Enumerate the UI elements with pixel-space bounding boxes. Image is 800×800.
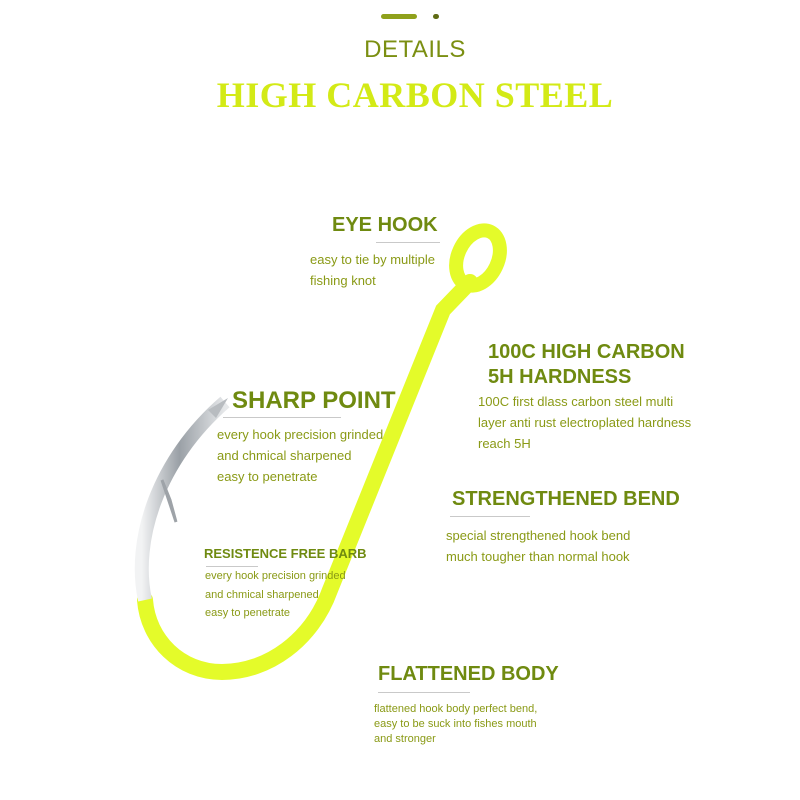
strengthened-bend-divider bbox=[450, 516, 530, 517]
eye-hook-divider bbox=[376, 242, 440, 243]
page-title: HIGH CARBON STEEL bbox=[216, 75, 614, 115]
hook-barb bbox=[162, 480, 176, 522]
sharp-point-description: every hook precision grinded and chmical sharpened easy to penetrate bbox=[217, 427, 384, 484]
details-subtitle: DETAILS bbox=[364, 36, 466, 63]
high-carbon-description: 100C first dlass carbon steel multi layer anti rust electroplated hardness reach 5H bbox=[478, 394, 692, 451]
sharp-point-title: SHARP POINT bbox=[232, 387, 396, 414]
flattened-body-description: flattened hook body perfect bend, easy to be suck into fishes mouth and stronger bbox=[374, 703, 538, 745]
strengthened-bend-description: special strengthened hook bend much tougher than normal hook bbox=[446, 528, 631, 564]
flattened-body-divider bbox=[378, 692, 470, 693]
resistance-barb-title: RESISTENCE FREE BARB bbox=[204, 546, 367, 561]
strengthened-bend-title: STRENGTHENED BEND bbox=[452, 488, 680, 510]
resistance-barb-description: every hook precision grinded and chmical sharpened easy to penetrate bbox=[205, 570, 346, 619]
hook-eye bbox=[448, 223, 509, 292]
eye-hook-title: EYE HOOK bbox=[332, 214, 438, 236]
high-carbon-title: 100C HIGH CARBON 5H HARDNESS bbox=[488, 341, 685, 388]
eye-hook-description: easy to tie by multiple fishing knot bbox=[310, 252, 436, 288]
flattened-body-title: FLATTENED BODY bbox=[378, 663, 559, 685]
sharp-point-divider bbox=[223, 417, 341, 418]
